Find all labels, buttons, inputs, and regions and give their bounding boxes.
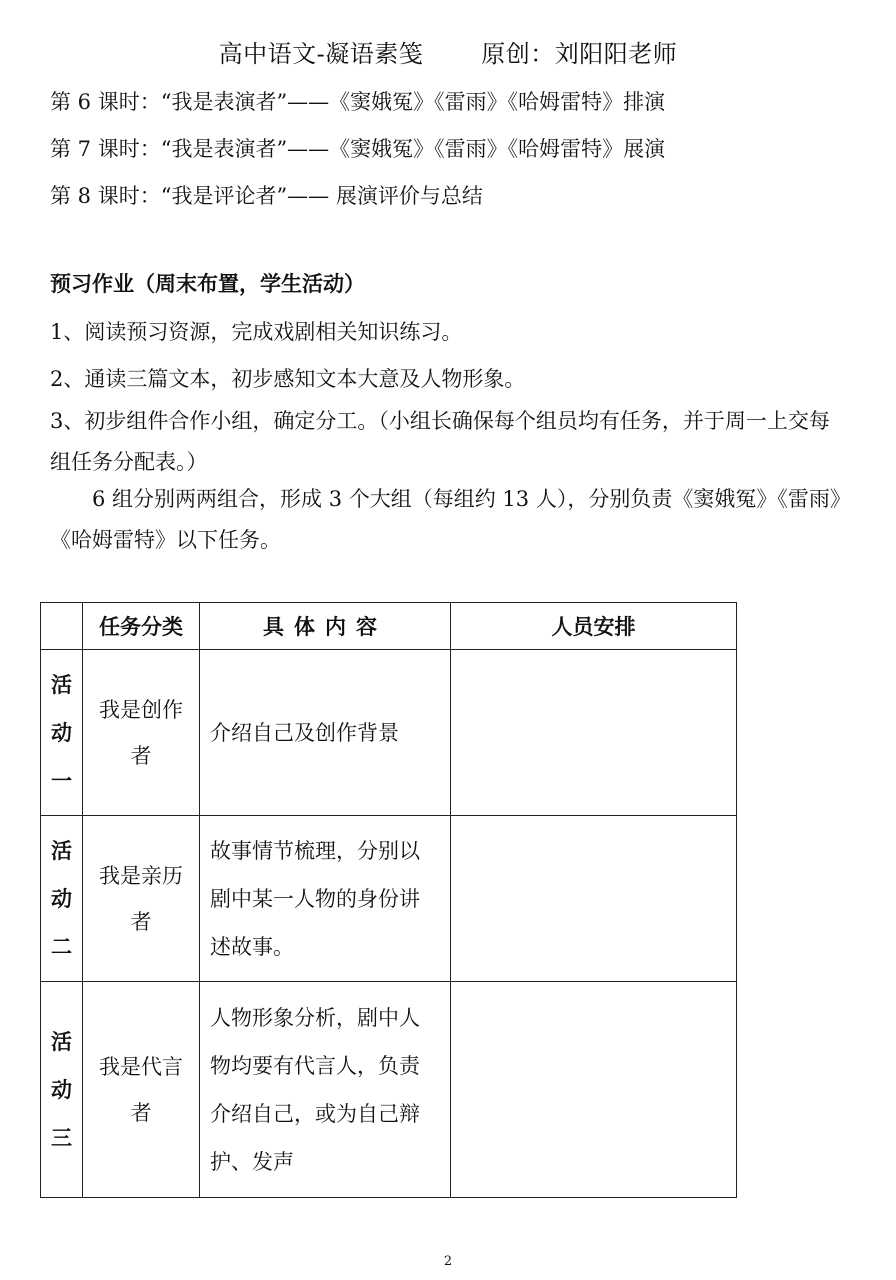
staff-cell[interactable]: [451, 650, 737, 816]
preview-item: 3、初步组件合作小组，确定分工。（小组长确保每个组员均有任务，并于周一上交每组任务分配表。）: [50, 409, 830, 474]
page-header: [0, 34, 896, 69]
header-cell-content: 具体内容: [200, 603, 451, 650]
category-cell: 我是创作者: [83, 650, 200, 816]
lesson-line: 第 6 课时：“我是表演者”——《窦娥冤》《雷雨》《哈姆雷特》排演: [50, 90, 666, 114]
header-author: 原创：刘阳阳老师: [481, 40, 678, 68]
category-cell: 我是亲历者: [83, 816, 200, 982]
preview-item: 1、阅读预习资源，完成戏剧相关知识练习。: [50, 320, 463, 344]
table-row: [41, 650, 737, 816]
page-number: 2: [443, 1254, 453, 1269]
task-table: [40, 602, 737, 1198]
content-cell: 故事情节梳理，分别以剧中某一人物的身份讲述故事。: [200, 816, 451, 982]
category-cell: 我是代言者: [83, 982, 200, 1198]
staff-cell[interactable]: [451, 982, 737, 1198]
header-cell-staff: 人员安排: [451, 603, 737, 650]
table-row: [41, 816, 737, 982]
header-title: 高中语文-凝语素笺: [218, 40, 424, 68]
activity-label: 活 动 二: [41, 816, 83, 982]
table-row: [41, 982, 737, 1198]
activity-label: 活 动 一: [41, 650, 83, 816]
preview-paragraph: 6 组分别两两组合，形成 3 个大组（每组约 13 人），分别负责《窦娥冤》《雷雨》《哈姆雷特》以下任务。: [50, 487, 841, 552]
lesson-line: 第 7 课时：“我是表演者”——《窦娥冤》《雷雨》《哈姆雷特》展演: [50, 137, 666, 161]
content-cell: 介绍自己及创作背景: [200, 650, 451, 816]
preview-title: 预习作业（周末布置，学生活动）: [50, 271, 365, 296]
lesson-line: 第 8 课时：“我是评论者”—— 展演评价与总结: [50, 184, 483, 208]
content-cell: 人物形象分析，剧中人物均要有代言人，负责介绍自己，或为自己辩护、发声: [200, 982, 451, 1198]
table-header-row: [41, 603, 737, 650]
header-cell-empty: [41, 603, 83, 650]
header-cell-category: 任务分类: [83, 603, 200, 650]
preview-item: 2、通读三篇文本，初步感知文本大意及人物形象。: [50, 367, 526, 391]
activity-label: 活 动 三: [41, 982, 83, 1198]
staff-cell[interactable]: [451, 816, 737, 982]
